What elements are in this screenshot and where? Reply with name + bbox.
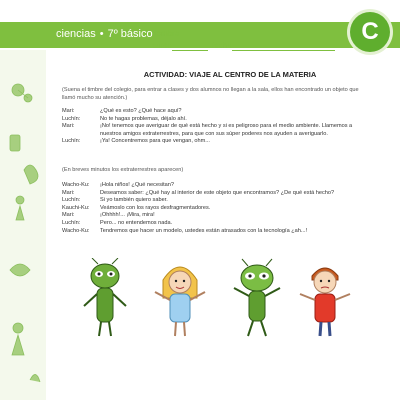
dialogue-line — [62, 197, 362, 205]
date-field-line[interactable] — [232, 50, 335, 51]
dialogue-block-1 — [62, 108, 362, 146]
dialogue-line — [62, 123, 362, 138]
header-band — [0, 22, 400, 48]
dialogue-line — [62, 228, 362, 236]
course-field-line[interactable] — [172, 50, 208, 51]
name-field-label: nombre — [152, 29, 180, 38]
dialogue-text: Veámoslo con los rayos desfragmentadores. — [100, 204, 211, 211]
dialogue-line — [62, 182, 362, 190]
grade-label: 7º básico — [107, 28, 153, 40]
dialogue-text: Tendremos que hacer un modelo, ustedes están atrasados con la tecnología ¿ah...! — [100, 227, 308, 234]
girl-figure-mari — [145, 258, 215, 338]
dialogue-line — [62, 108, 362, 116]
boy-figure-luchin — [290, 258, 360, 338]
dialogue-block-2 — [62, 182, 362, 235]
sidebar-figure-icon — [16, 206, 24, 220]
stage-direction: (En breves minutos los extraterrestres aparecen) — [62, 167, 184, 173]
speaker-name: Mari: — [62, 212, 75, 219]
intro-paragraph: (Suena el timbre del colegio, para entrar a clases y dos alumnos no llegan a la sala, ellos han encontrado un objeto que llamó mucho su atención.) — [62, 87, 359, 101]
subject-name: ciencias — [56, 28, 96, 40]
dialogue-text: ¡Hola niños! ¿Qué necesitan? — [100, 182, 175, 188]
speaker-name: Wacho-Ku: — [62, 227, 90, 234]
sidebar-flask-icon — [10, 135, 20, 151]
sidebar-person-icon — [12, 335, 24, 355]
alien-figure-2 — [222, 258, 292, 338]
dialogue-text: Pero... no entendemos nada. — [100, 219, 173, 226]
dialogue-text: ¿Qué es esto? ¿Qué hace aquí? — [100, 108, 182, 114]
speaker-name: Luchín: — [62, 115, 81, 122]
speaker-name: Mari: — [62, 108, 75, 114]
decorative-sidebar — [0, 50, 46, 400]
speaker-name: Luchín: — [62, 219, 81, 226]
sidebar-fish-icon — [10, 264, 30, 276]
dialogue-text: No te hagas problemas, déjalo ahí. — [100, 115, 187, 122]
speaker-name: Luchín: — [62, 138, 81, 145]
dialogue-text: Deseamos saber: ¿Qué hay al interior de este objeto que encontramos? ¿De qué está hecho? — [100, 189, 335, 196]
dialogue-line — [62, 116, 362, 124]
dialogue-text: Si yo también quiero saber. — [100, 197, 168, 204]
dialogue-line — [62, 212, 362, 220]
subject-label — [56, 28, 153, 40]
date-field-label: fecha — [212, 41, 232, 50]
speaker-name: Mari: — [62, 189, 75, 196]
course-field-label: curso — [152, 41, 172, 50]
separator-dot: • — [99, 28, 104, 40]
speaker-name: Wacho-Ku: — [62, 182, 90, 188]
dialogue-line — [62, 138, 362, 146]
dialogue-text: ¡Ohhhh!... ¡Mira, mira! — [100, 212, 155, 219]
sidebar-decoration-icons — [0, 50, 46, 400]
speaker-name: Kauchi-Ku: — [62, 204, 90, 211]
speaker-name: Luchín: — [62, 197, 81, 204]
subject-badge: C — [350, 12, 390, 52]
alien-figure-1 — [70, 258, 140, 338]
sidebar-leaf-icon — [24, 165, 38, 184]
dialogue-text: ¡No! tenemos que averiguar de qué está hecho y si es peligroso para el medio ambiente. Llamemos a nuestros amigos extraterrestres, para que con sus súper poderes nos ayuden a averiguarlo. — [100, 123, 353, 137]
dialogue-line — [62, 190, 362, 198]
dialogue-text: ¡Ya! Concentremos para que vengan, ohm... — [100, 138, 210, 145]
speaker-name: Mari: — [62, 123, 75, 130]
dialogue-line — [62, 205, 362, 213]
activity-title: ACTIVIDAD: VIAJE AL CENTRO DE LA MATERIA — [143, 70, 317, 79]
dialogue-line — [62, 220, 362, 228]
name-field-line[interactable] — [180, 38, 335, 39]
